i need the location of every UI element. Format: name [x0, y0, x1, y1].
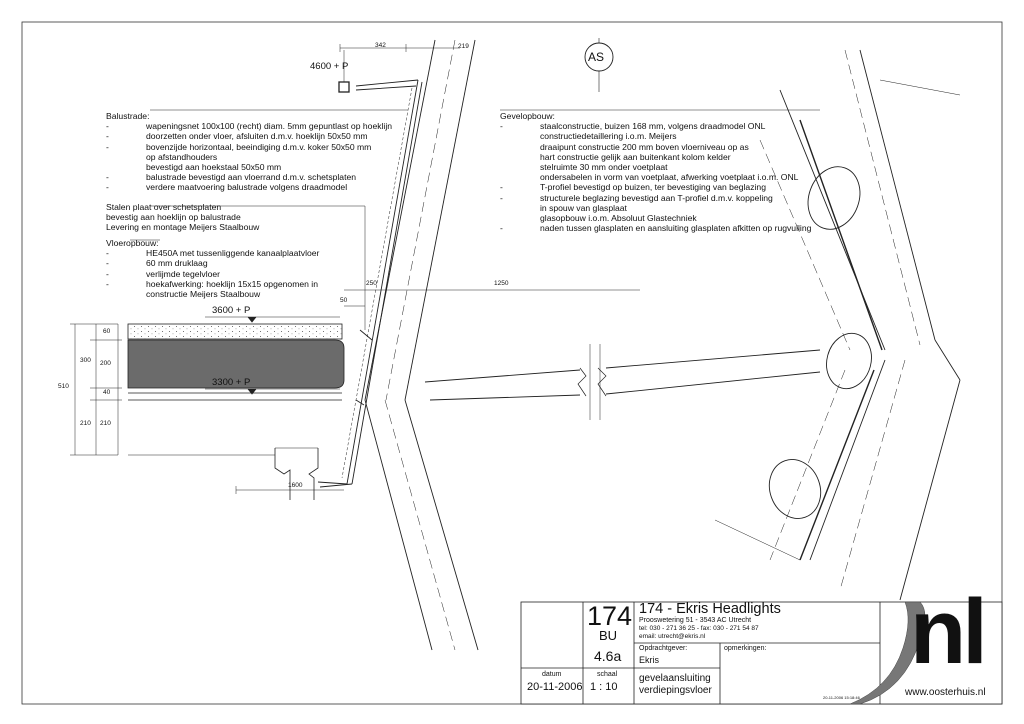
- note-item-continuation: constructie Meijers Staalbouw: [146, 289, 261, 300]
- bullet-dash: -: [500, 223, 503, 234]
- level-top: 4600 + P: [310, 61, 349, 72]
- note-item-text: verlijmde tegelvloer: [146, 268, 221, 279]
- project-number: 174: [587, 601, 633, 631]
- bullet-dash: -: [500, 121, 503, 132]
- note-item-text: HE450A met tussenliggende kanaalplaatvloer: [146, 248, 320, 259]
- bullet-dash: -: [106, 182, 109, 193]
- vloeropbouw-note: [106, 238, 319, 299]
- note-item-text: balustrade bevestigd aan vloerrand d.m.v. schetsplaten: [146, 172, 357, 183]
- bullet-dash: -: [106, 268, 109, 279]
- dim-1600: 1600: [288, 482, 303, 489]
- scale-label: schaal: [597, 671, 618, 678]
- client-name: Ekris: [639, 655, 659, 665]
- dim-50: 50: [340, 297, 348, 304]
- bullet-dash: -: [106, 278, 109, 289]
- dim-300: 300: [80, 357, 91, 364]
- stalen-plaat-line-2: bevestig aan hoeklijn op balustrade: [106, 212, 241, 223]
- note-item: [106, 279, 319, 289]
- note-item-continuation: hart constructie gelijk aan buitenkant kolom kelder: [540, 151, 731, 162]
- bullet-dash: -: [106, 172, 109, 183]
- bullet-dash: -: [106, 141, 109, 152]
- bullet-dash: -: [106, 258, 109, 269]
- note-item-text: doorzetten onder vloer, afsluiten d.m.v. hoeklijn 50x50 mm: [146, 131, 368, 142]
- logo-text: nl: [910, 581, 984, 683]
- level-low: 3300 + P: [212, 377, 251, 388]
- note-item: [106, 131, 392, 141]
- remarks-label: opmerkingen:: [724, 645, 767, 652]
- stalen-plaat-line-3: Levering en montage Meijers Staalbouw: [106, 222, 260, 233]
- vloeropbouw-title: Vloeropbouw:: [106, 238, 159, 248]
- client-label: Opdrachtgever:: [639, 645, 688, 652]
- bullet-dash: -: [106, 131, 109, 142]
- note-item: [106, 142, 392, 152]
- section-marker: [585, 38, 613, 92]
- drawing-date: 20-11-2006: [527, 681, 583, 693]
- vloeropbouw-items: [106, 248, 319, 299]
- note-item-continuation: in spouw van glasplaat: [540, 202, 627, 213]
- dim-60: 60: [103, 328, 111, 335]
- level-mid: 3600 + P: [212, 305, 251, 316]
- balustrade-items: [106, 121, 392, 192]
- project-email: email: utrecht@ekris.nl: [639, 633, 706, 640]
- dim-210-outer: 210: [80, 420, 91, 427]
- note-item: [106, 182, 392, 192]
- stalen-plaat-note: [106, 202, 259, 233]
- balustrade-note: [106, 111, 392, 193]
- note-item: [500, 182, 811, 192]
- dim-250: 250: [366, 280, 377, 287]
- print-stamp: 20-11-2006 15:18:46: [823, 695, 860, 700]
- dim-200: 200: [100, 360, 111, 367]
- gevelopbouw-items: [500, 121, 811, 233]
- bullet-dash: -: [106, 248, 109, 259]
- note-item-text: 60 mm druklaag: [146, 258, 208, 269]
- drawing-scale: 1 : 10: [590, 681, 618, 693]
- note-item-text: structurele beglazing bevestigd aan T-profiel d.m.v. koppeling: [540, 192, 773, 203]
- note-item-continuation: draaipunt constructie 200 mm boven vloerniveau op as: [540, 141, 749, 152]
- website: www.oosterhuis.nl: [905, 687, 986, 698]
- gevelopbouw-note: [500, 111, 811, 233]
- date-label: datum: [542, 671, 562, 678]
- project-title: 174 - Ekris Headlights: [639, 601, 781, 617]
- bullet-dash: -: [106, 121, 109, 132]
- note-item-text: naden tussen glasplaten en aansluiting glasplaten afkitten op rugvulling: [540, 223, 812, 234]
- note-item-text: verdere maatvoering balustrade volgens draadmodel: [146, 182, 348, 193]
- drawing-description-1: gevelaansluiting: [639, 673, 711, 684]
- note-item: [106, 121, 392, 131]
- dim-510: 510: [58, 383, 69, 390]
- note-item: [106, 258, 319, 268]
- note-item-continuation: bevestigd aan hoekstaal 50x50 mm: [146, 162, 282, 173]
- note-item-continuation: stelruimte 30 mm onder voetplaat: [540, 162, 668, 173]
- dim-219: 219: [458, 43, 469, 50]
- project-phase: BU: [599, 628, 618, 643]
- note-item-text: hoekafwerking: hoeklijn 15x15 opgenomen in: [146, 278, 318, 289]
- note-item: [500, 121, 811, 131]
- drawing-description-2: verdiepingsvloer: [639, 685, 712, 696]
- note-item-text: T-profiel bevestigd op buizen, ter bevestiging van beglazing: [540, 182, 766, 193]
- note-item: [500, 223, 811, 233]
- section-marker-label: AS: [588, 50, 605, 64]
- bullet-dash: -: [500, 182, 503, 193]
- note-item-continuation: op afstandhouders: [146, 151, 218, 162]
- note-item-continuation: ondersabelen in vorm van voetplaat, afwerking voetplaat i.o.m. ONL: [540, 172, 799, 183]
- gevelopbouw-title: Gevelopbouw:: [500, 111, 555, 121]
- note-item-text: bovenzijde horizontaal, beeindiging d.m.v. koker 50x50 mm: [146, 141, 372, 152]
- drawing-number: 4.6a: [594, 648, 622, 664]
- note-item: [106, 269, 319, 279]
- dim-40: 40: [103, 389, 111, 396]
- dim-342: 342: [375, 42, 386, 49]
- note-item-text: wapeningsnet 100x100 (recht) diam. 5mm gepuntlast op hoeklijn: [146, 121, 393, 132]
- project-phone: tel: 030 - 271 36 25 - fax: 030 - 271 54 87: [639, 625, 759, 632]
- note-item-text: staalconstructie, buizen 168 mm, volgens draadmodel ONL: [540, 121, 766, 132]
- balustrade-title: Balustrade:: [106, 111, 150, 121]
- floor-section: [70, 317, 344, 500]
- note-item: [106, 248, 319, 258]
- bullet-dash: -: [500, 192, 503, 203]
- note-item-continuation: glasopbouw i.o.m. Absoluut Glastechniek: [540, 213, 697, 224]
- stalen-plaat-line-1: Stalen plaat over schetsplaten: [106, 202, 222, 212]
- note-item: [500, 193, 811, 203]
- note-item: [106, 172, 392, 182]
- dim-1250: 1250: [494, 280, 509, 287]
- project-address: Prooswetering 51 - 3543 AC Utrecht: [639, 617, 752, 624]
- note-item-continuation: constructiedetaillering i.o.m. Meijers: [540, 131, 677, 142]
- dim-210-inner: 210: [100, 420, 111, 427]
